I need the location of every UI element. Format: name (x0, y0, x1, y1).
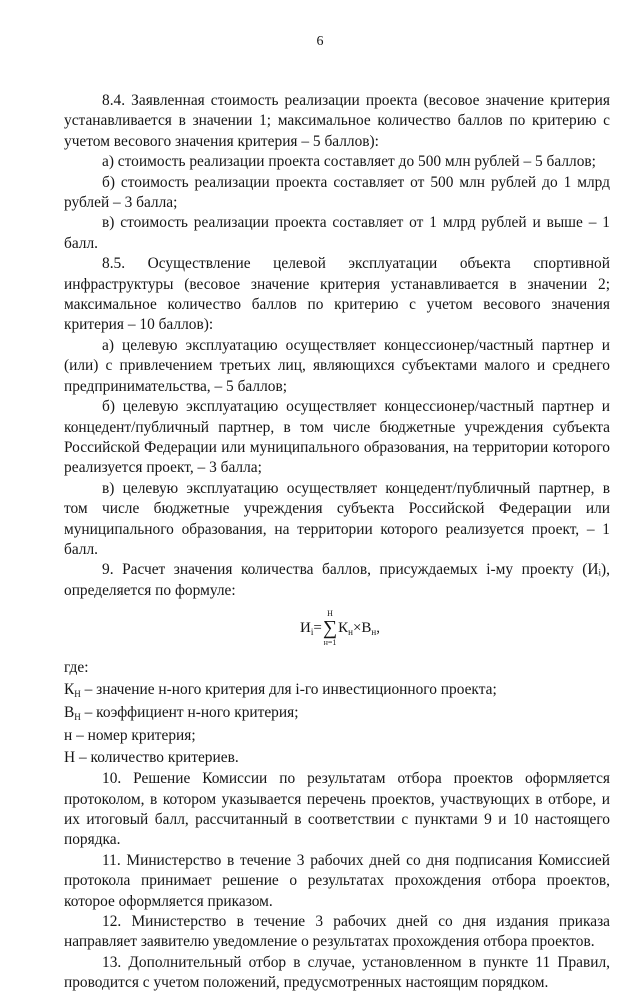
document-body (64, 91, 610, 994)
paragraph-12: 12. Министерство в течение 3 рабочих дней со дня издания приказа направляет заявителю уведомление о результатах прохождения отбора проектов. (64, 913, 610, 951)
paragraph-8-5-a: а) целевую эксплуатацию осуществляет концессионер/частный партнер и (или) с привлечением третьих лиц, являющихся субъектами малого и среднего предпринимательства, – 5 баллов; (64, 336, 610, 395)
definition-text: – номер критерия; (72, 727, 196, 745)
definition-n (64, 725, 610, 747)
definition-text: – количество критериев. (75, 749, 239, 767)
paragraph-8-5-b: б) целевую эксплуатацию осуществляет концессионер/частный партнер и концедент/публичный партнер, в том числе бюджетные учреждения субъекта Российской Федерации или муниципального образования, на территории которого реализуется проект, – 3 балла; (64, 398, 610, 477)
formula-comma: , (376, 619, 380, 636)
definition-symbol: Н (64, 749, 76, 767)
where-label: где: (64, 659, 89, 677)
definition-symbol: В (64, 704, 75, 722)
summation-upper-limit: Н (327, 609, 333, 619)
paragraph-9: 9. Расчет значения количества баллов, присуждаемых i-му проекту (Иᵢ), определяется по формуле: (64, 561, 610, 599)
paragraph-10: 10. Решение Комиссии по результатам отбора проектов оформляется протоколом, в котором указывается перечень проектов, участвующих в отборе, и их итоговый балл, рассчитанный в соответствии с пунктами 9 и 10 настоящего порядка. (64, 770, 610, 849)
definition-text: – коэффициент н-ного критерия; (80, 704, 299, 722)
definitions (64, 657, 610, 769)
score-formula (64, 605, 610, 651)
paragraph-13: 13. Дополнительный отбор в случае, установленном в пункте 11 Правил, проводится с учетом положений, предусмотренных настоящим порядком. (64, 953, 610, 992)
sigma-icon: ∑ (322, 617, 338, 640)
formula-equals: = (313, 619, 322, 636)
definition-k (64, 679, 610, 702)
summation-lower-limit: н=1 (323, 638, 337, 648)
definition-text: – значение н-ного критерия для i-го инвестиционного проекта; (80, 681, 497, 699)
definition-b (64, 702, 610, 725)
paragraph-8-4-a: а) стоимость реализации проекта составляет до 500 млн рублей – 5 баллов; (102, 153, 596, 171)
formula-b-subscript: н (371, 627, 377, 638)
page-number: 6 (316, 34, 324, 49)
definition-symbol: н (64, 727, 73, 745)
paragraph-8-4-b: б) стоимость реализации проекта составляет от 500 млн рублей до 1 млрд рублей – 3 балла; (64, 173, 610, 212)
paragraph-8-5-c: в) целевую эксплуатацию осуществляет концедент/публичный партнер, в том числе бюджетные учреждения субъекта Российской Федерации или муниципального образования, на территории которого реализуется проект, – 1 балл. (64, 479, 610, 558)
paragraph-8-4: 8.4. Заявленная стоимость реализации проекта (весовое значение критерия устанавливается в значении 1; максимальное количество баллов по критерию с учетом весового значения критерия – 5 баллов): (64, 92, 610, 150)
formula-times: × (352, 619, 362, 636)
formula-lhs-subscript: i (310, 627, 314, 638)
paragraph-8-5: 8.5. Осуществление целевой эксплуатации объекта спортивной инфраструктуры (весовое значение критерия устанавливается в значении 2; максимальное количество баллов по критерию с учетом весового значения критерия – 10 баллов): (64, 255, 610, 334)
formula-k: К (338, 619, 349, 636)
definition-subscript: Н (74, 689, 81, 700)
summation (323, 609, 337, 647)
paragraph-11: 11. Министерство в течение 3 рабочих дней со дня подписания Комиссией протокола принимает решение о результатах прохождения отбора проектов, которое оформляется приказом. (64, 851, 610, 910)
formula-k-subscript: н (348, 627, 353, 638)
formula-b: В (361, 619, 372, 636)
definition-total (64, 747, 610, 769)
definition-symbol: К (64, 681, 75, 699)
formula-lhs: И (300, 619, 311, 636)
definition-subscript: Н (74, 712, 81, 723)
paragraph-8-4-c: в) стоимость реализации проекта составляет от 1 млрд рублей и выше – 1 балл. (64, 214, 610, 252)
